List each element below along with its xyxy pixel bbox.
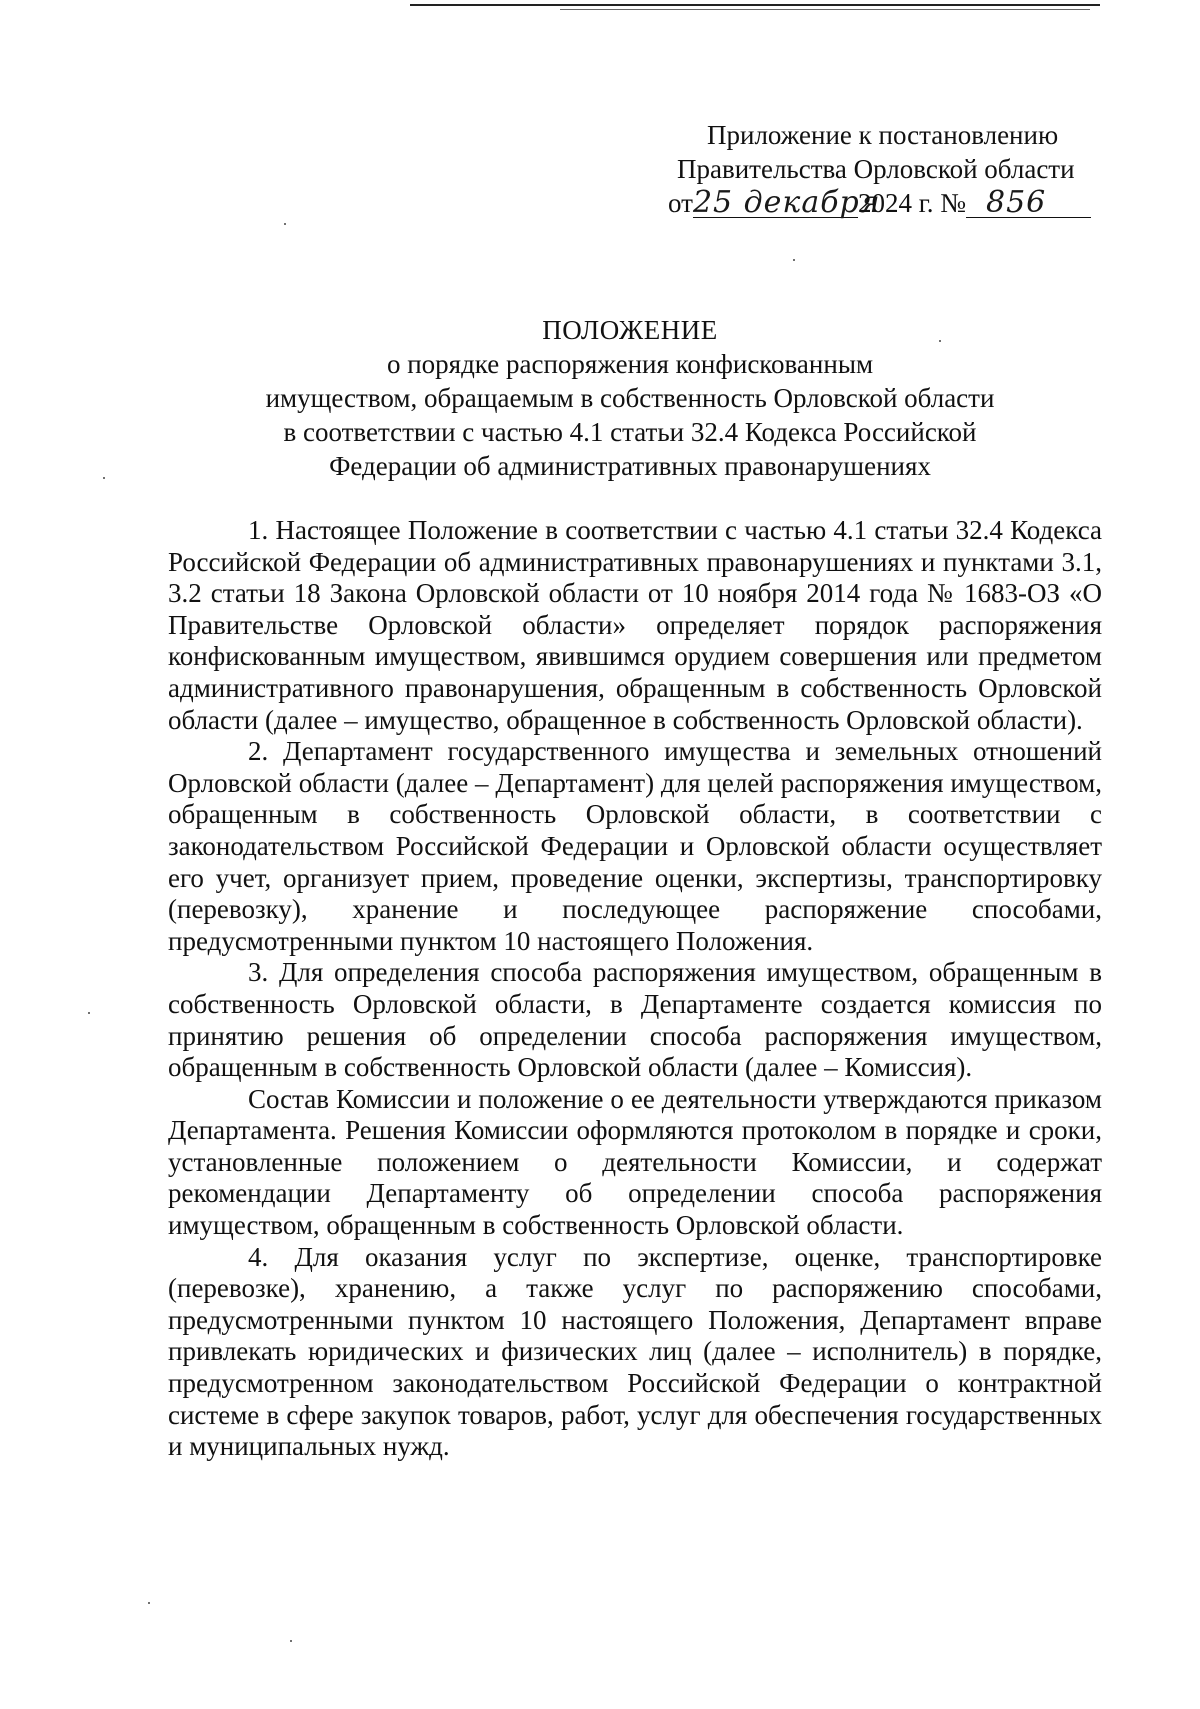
scan-speck <box>103 477 105 479</box>
scan-edge-line-faint <box>560 9 1090 10</box>
scan-edge-line <box>410 4 1100 6</box>
appendix-line-1: Приложение к постановлению <box>707 120 1059 150</box>
paragraph-3-continued: Состав Комиссии и положение о ее деятельности утверждаются приказом Департамента. Решения Комиссии оформляются протоколом в порядке и сроки, установленные положением о деятельности Комиссии, и содержат рекомендации Департаменту об определении способа распоряжения имуществом, обращенным в собственность Орловской области. <box>168 1083 1102 1241</box>
title-subline-3: в соответствии с частью 4.1 статьи 32.4 Кодекса Российской <box>283 417 977 447</box>
year-and-number-label: 2024 г. № <box>857 188 966 218</box>
date-prefix: от <box>668 188 693 218</box>
scan-speck <box>284 223 286 225</box>
title-subline-4: Федерации об административных правонарушениях <box>329 451 931 481</box>
appendix-date-line <box>655 186 1095 220</box>
title-heading: ПОЛОЖЕНИЕ <box>542 315 718 345</box>
scan-speck <box>939 340 941 342</box>
scan-speck <box>290 1640 292 1642</box>
appendix-line-2: Правительства Орловской области <box>677 154 1075 184</box>
handwritten-number: 856 <box>966 189 1091 218</box>
appendix-header <box>655 118 1095 220</box>
handwritten-date: 25 декабря <box>692 185 881 220</box>
scan-speck <box>793 259 795 261</box>
document-body <box>168 515 1102 1463</box>
title-subline-2: имуществом, обращаемым в собственность Орловской области <box>265 383 995 413</box>
scan-speck <box>88 1012 90 1014</box>
document-title <box>160 313 1100 483</box>
paragraph-3: 3. Для определения способа распоряжения имуществом, обращенным в собственность Орловской области, в Департаменте создается комиссия по принятию решения об определении способа распоряжения имуществом, обращенным в собственность Орловской области (далее – Комиссия). <box>168 957 1102 1083</box>
paragraph-4: 4. Для оказания услуг по экспертизе, оценке, транспортировке (перевозке), хранению, а также услуг по распоряжению способами, предусмотренными пунктом 10 настоящего Положения, Департамент вправе привлекать юридических и физических лиц (далее – исполнитель) в порядке, предусмотренном законодательством Российской Федерации о контрактной системе в сфере закупок товаров, работ, услуг для обеспечения государственных и муниципальных нужд. <box>168 1241 1102 1462</box>
paragraph-2: 2. Департамент государственного имущества и земельных отношений Орловской области (далее – Департамент) для целей распоряжения имуществом, обращенным в собственность Орловской области, в соответствии с законодательством Российской Федерации и Орловской области осуществляет его учет, организует прием, проведение оценки, экспертизы, транспортировку (перевозку), хранение и последующее распоряжение способами, предусмотренными пунктом 10 настоящего Положения. <box>168 736 1102 956</box>
scan-speck <box>148 1602 150 1604</box>
paragraph-1: 1. Настоящее Положение в соответствии с частью 4.1 статьи 32.4 Кодекса Российской Федерации об административных правонарушениях и пунктами 3.1, 3.2 статьи 18 Закона Орловской области от 10 ноября 2014 года № 1683-ОЗ «О Правительстве Орловской области» определяет порядок распоряжения конфискованным имуществом, явившимся орудием совершения или предметом административного правонарушения, обращенным в собственность Орловской области (далее – имущество, обращенное в собственность Орловской области). <box>168 515 1102 735</box>
title-subline-1: о порядке распоряжения конфискованным <box>386 349 874 379</box>
